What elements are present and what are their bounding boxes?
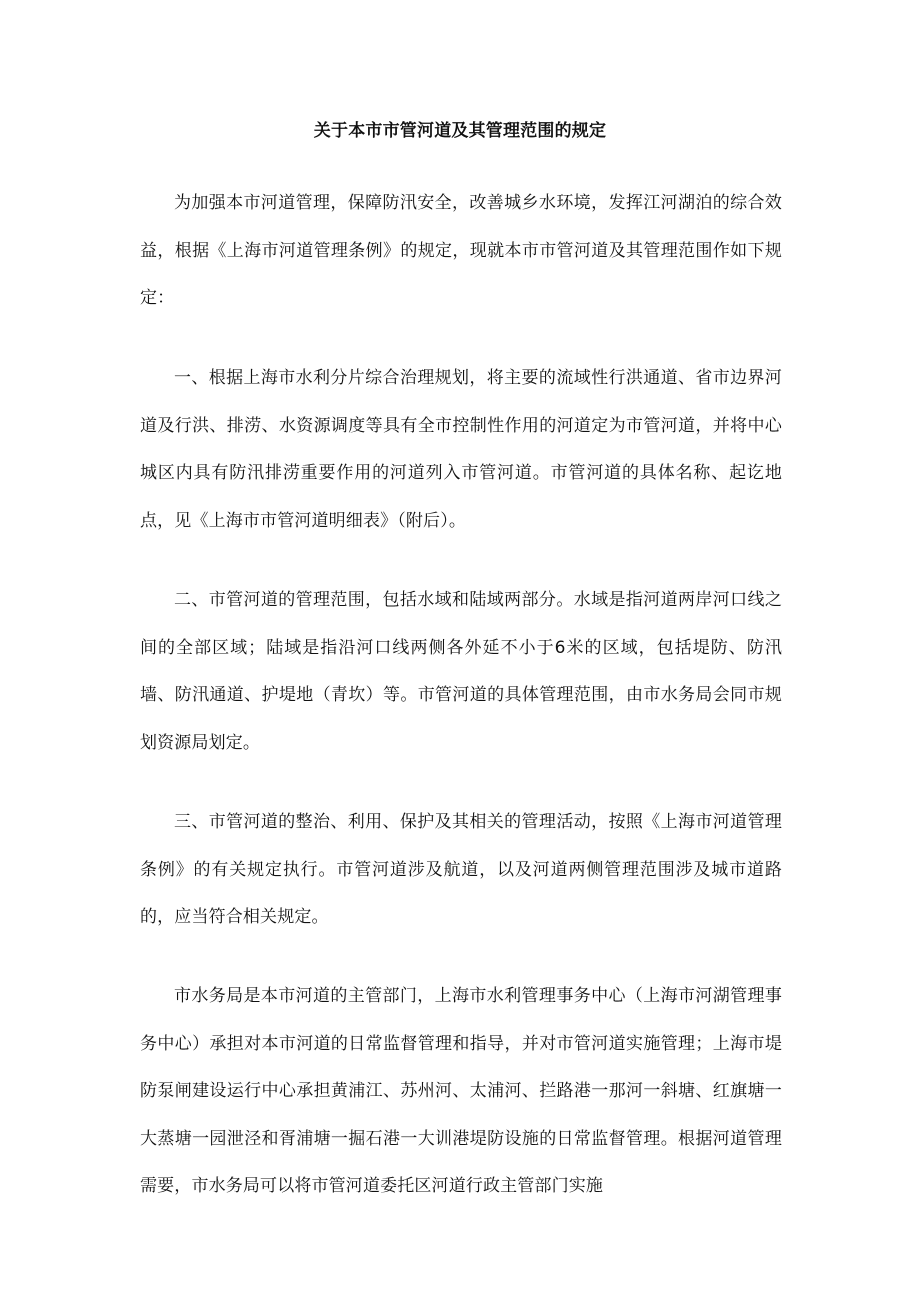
article-three-paragraph: 三、市管河道的整治、利用、保护及其相关的管理活动，按照《上海市河道管理条例》的有关规定执行。市管河道涉及航道，以及河道两侧管理范围涉及城市道路的，应当符合相关规定。 (140, 812, 782, 927)
article-one-paragraph: 一、根据上海市水利分片综合治理规划，将主要的流域性行洪通道、省市边界河道及行洪、排涝、水资源调度等具有全市控制性作用的河道定为市管河道，并将中心城区内具有防汛排涝重要作用的河道列入市管河道。市管河道的具体名称、起讫地点，见《上海市市管河道明细表》（附后）。 (140, 368, 782, 531)
intro-paragraph: 为加强本市河道管理，保障防汛安全，改善城乡水环境，发挥江河湖泊的综合效益，根据《上海市河道管理条例》的规定，现就本市市管河道及其管理范围作如下规定： (140, 193, 782, 308)
authority-paragraph: 市水务局是本市河道的主管部门，上海市水利管理事务中心（上海市河湖管理事务中心）承担对本市河道的日常监督管理和指导，并对市管河道实施管理；上海市堤防泵闸建设运行中心承担黄浦江、苏州河、太浦河、拦路港一那河一斜塘、红旗塘一大蒸塘一园泄泾和胥浦塘一掘石港一大训港堤防设施的日常监督管理。根据河道管理需要，市水务局可以将市管河道委托区河道行政主管部门实施 (140, 986, 782, 1196)
document-title: 关于本市市管河道及其管理范围的规定 (313, 121, 607, 141)
article-two-paragraph: 二、市管河道的管理范围，包括水域和陆域两部分。水域是指河道两岸河口线之间的全部区域；陆域是指沿河口线两侧各外延不小于6米的区域，包括堤防、防汛墙、防汛通道、护堤地（青坎）等。市管河道的具体管理范围，由市水务局会同市规划资源局划定。 (140, 590, 782, 753)
